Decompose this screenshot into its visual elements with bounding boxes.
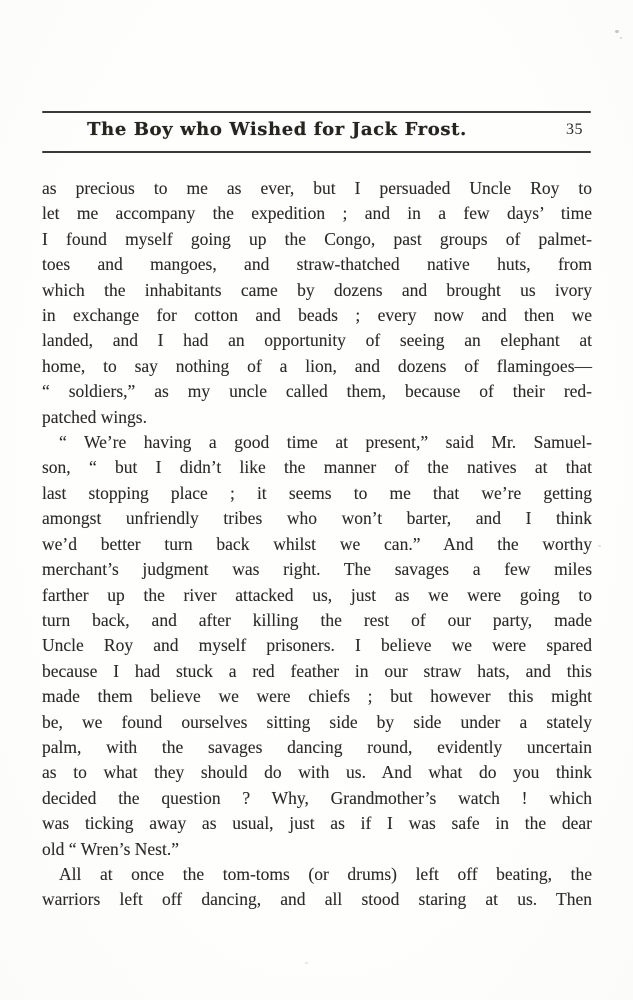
paragraph (42, 862, 592, 913)
text-line: “ We’re having a good time at present,” said Mr. Samuel- (59, 432, 592, 453)
text-line: turn back, and after killing the rest of our party, made (42, 609, 592, 630)
text-line: be, we found ourselves sitting side by side under a stately (42, 711, 592, 732)
text-line: merchant’s judgment was right. The savages a few miles (42, 559, 592, 580)
running-title: The Boy who Wished for Jack Frost. (87, 119, 467, 140)
text-line: amongst unfriendly tribes who won’t barter, and I think (42, 508, 592, 529)
text-line: “ soldiers,” as my uncle called them, because of their red- (42, 381, 592, 402)
text-line: because I had stuck a red feather in our straw hats, and this (42, 660, 592, 681)
text-line: in exchange for cotton and beads ; every now and then we (42, 305, 592, 326)
scan-speck (598, 545, 601, 547)
scan-speck (615, 30, 619, 33)
scan-speck (305, 962, 308, 964)
text-line: patched wings. (42, 406, 147, 427)
header-rule-bottom (42, 151, 591, 153)
text-line: Uncle Roy and myself prisoners. I believe we were spared (42, 635, 592, 656)
text-line: decided the question ? Why, Grandmother’s watch ! which (42, 787, 592, 808)
text-line: we’d better turn back whilst we can.” And the worthy (42, 533, 592, 554)
text-line: I found myself going up the Congo, past groups of palmet- (42, 228, 592, 249)
paragraph (42, 176, 592, 430)
running-header (42, 119, 591, 145)
text-line: was ticking away as usual, just as if I was safe in the dear (42, 813, 592, 834)
text-line: warriors left off dancing, and all stood staring at us. Then (42, 889, 592, 910)
text-line: which the inhabitants came by dozens and brought us ivory (42, 279, 592, 300)
text-line: old “ Wren’s Nest.” (42, 838, 179, 859)
text-line: son, “ but I didn’t like the manner of the natives at that (42, 457, 592, 478)
text-line: palm, with the savages dancing round, evidently uncertain (42, 736, 592, 757)
text-line: landed, and I had an opportunity of seeing an elephant at (42, 330, 592, 351)
page-number: 35 (566, 121, 583, 138)
scan-speck (620, 37, 622, 39)
text-block (42, 176, 592, 913)
text-line: made them believe we were chiefs ; but however this might (42, 686, 592, 707)
header-rule-top (42, 111, 591, 113)
text-line: farther up the river attacked us, just as we were going to (42, 584, 592, 605)
text-line: last stopping place ; it seems to me that we’re getting (42, 482, 592, 503)
text-line: as precious to me as ever, but I persuaded Uncle Roy to (42, 178, 592, 198)
text-line: All at once the tom-toms (or drums) left off beating, the (59, 863, 592, 884)
paragraph (42, 430, 592, 862)
text-line: toes and mangoes, and straw-thatched native huts, from (42, 254, 592, 275)
text-line: let me accompany the expedition ; and in a few days’ time (42, 203, 592, 224)
text-line: as to what they should do with us. And what do you think (42, 762, 592, 783)
text-line: home, to say nothing of a lion, and dozens of flamingoes— (42, 355, 592, 376)
